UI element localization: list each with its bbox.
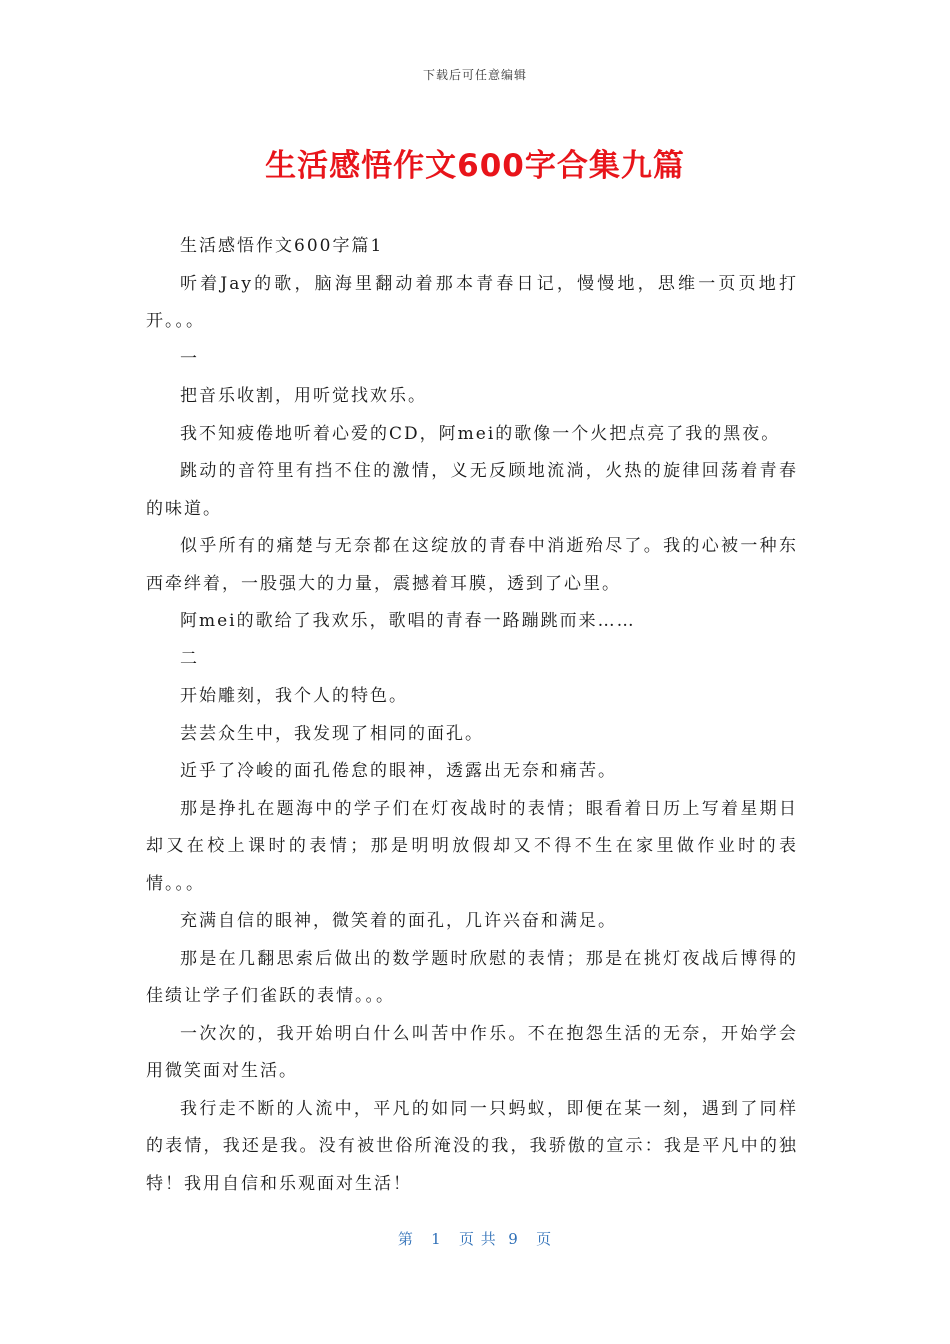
paragraph: 我不知疲倦地听着心爱的CD，阿mei的歌像一个火把点亮了我的黑夜。 [180, 423, 781, 444]
paragraph: 生活感悟作文600字篇1 [180, 236, 384, 256]
paragraph: 那是在几翻思索后做出的数学题时欣慰的表情；那是在挑灯夜战后博得的佳绩让学子们雀跃的表情。。。 [146, 948, 798, 1006]
paragraph: 充满自信的眼神，微笑着的面孔，几许兴奋和满足。 [180, 911, 617, 931]
paragraph: 一 [180, 348, 199, 369]
paragraph: 阿mei的歌给了我欢乐，歌唱的青春一路蹦跳而来…… [180, 611, 636, 631]
paragraph: 似乎所有的痛楚与无奈都在这绽放的青春中消逝殆尽了。我的心被一种东西牵绊着，一股强大的力量，震撼着耳膜，透到了心里。 [146, 536, 798, 594]
page-number-footer: 第 1 页 共 9 页 [397, 1230, 553, 1248]
paragraph: 开始雕刻，我个人的特色。 [180, 686, 408, 706]
paragraph: 我行走不断的人流中，平凡的如同一只蚂蚁，即便在某一刻，遇到了同样的表情，我还是我。没有被世俗所淹没的我，我骄傲的宣示：我是平凡中的独特！我用自信和乐观面对生活！ [146, 1098, 798, 1194]
paragraph: 跳动的音符里有挡不住的激情，义无反顾地流淌，火热的旋律回荡着青春的味道。 [146, 461, 798, 519]
paragraph: 那是挣扎在题海中的学子们在灯夜战时的表情；眼看着日历上写着星期日却又在校上课时的表情；那是明明放假却又不得不生在家里做作业时的表情。。。 [146, 798, 798, 894]
paragraph: 把音乐收割，用听觉找欢乐。 [180, 386, 427, 406]
paragraph: 听着Jay的歌，脑海里翻动着那本青春日记，慢慢地，思维一页页地打开。。。 [146, 273, 798, 331]
document-title: 生活感悟作文600字合集九篇 [265, 148, 685, 184]
paragraph: 近乎了冷峻的面孔倦怠的眼神，透露出无奈和痛苦。 [180, 761, 617, 781]
paragraph: 一次次的，我开始明白什么叫苦中作乐。不在抱怨生活的无奈，开始学会用微笑面对生活。 [146, 1023, 798, 1081]
download-note: 下载后可任意编辑 [422, 68, 527, 82]
paragraph: 芸芸众生中，我发现了相同的面孔。 [180, 723, 484, 744]
document-body [146, 228, 798, 1203]
paragraph: 二 [180, 648, 199, 669]
